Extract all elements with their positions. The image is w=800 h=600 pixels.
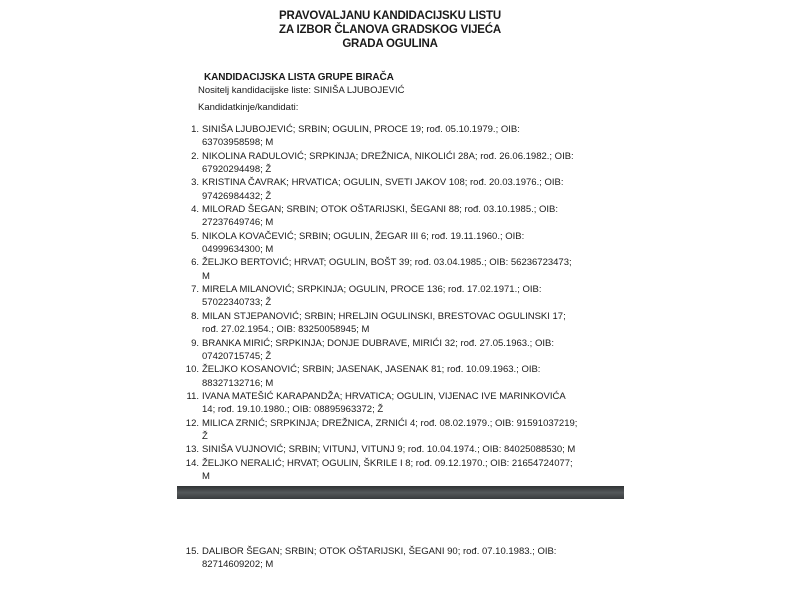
candidate-number: 4. bbox=[191, 204, 199, 216]
document-title-line-1: PRAVOVALJANU KANDIDACIJSKU LISTU bbox=[279, 10, 501, 22]
candidate-item bbox=[183, 457, 635, 484]
candidate-text: MILORAD ŠEGAN; SRBIN; OTOK OŠTARIJSKI, ŠEGANI 88; rođ. 03.10.1985.; OIB: 27237649746; M bbox=[202, 204, 559, 229]
document-title bbox=[180, 9, 600, 51]
candidate-item bbox=[183, 337, 635, 364]
candidate-number: 6. bbox=[191, 257, 199, 269]
candidate-number: 12. bbox=[185, 417, 199, 429]
candidate-number: 7. bbox=[191, 284, 199, 296]
candidates-label: Kandidatkinje/kandidati: bbox=[198, 102, 299, 113]
candidate-text: KRISTINA ČAVRAK; HRVATICA; OGULIN, SVETI JAKOV 108; rođ. 20.03.1976.; OIB: 97426984432; Ž bbox=[202, 177, 564, 202]
candidate-text: DALIBOR ŠEGAN; SRBIN; OTOK OŠTARIJSKI, ŠEGANI 90; rođ. 07.10.1983.; OIB: 82714609202; M bbox=[202, 546, 557, 571]
candidate-number: 15. bbox=[185, 546, 199, 557]
candidate-text: ŽELJKO BERTOVIĆ; HRVAT; OGULIN, BOŠT 39; rođ. 03.04.1985.; OIB: 56236723473; M bbox=[202, 257, 572, 282]
candidate-number: 10. bbox=[185, 364, 199, 376]
candidate-list bbox=[183, 123, 635, 483]
candidate-item bbox=[183, 150, 635, 177]
candidate-item bbox=[183, 230, 635, 257]
candidate-text: ŽELJKO KOSANOVIĆ; SRBIN; JASENAK, JASENAK 81; rođ. 10.09.1963.; OIB: 88327132716; M bbox=[202, 364, 541, 389]
candidate-number: 11. bbox=[186, 390, 199, 402]
candidate-number: 8. bbox=[191, 310, 199, 322]
candidate-item bbox=[183, 310, 635, 337]
candidate-list-continued bbox=[183, 545, 635, 572]
candidate-text: IVANA MATEŠIĆ KARAPANDŽA; HRVATICA; OGULIN, VIJENAC IVE MARINKOVIĆA 14; rođ. 19.10.1980.; OIB: 08895963372; Ž bbox=[202, 390, 566, 416]
candidate-item bbox=[183, 417, 635, 444]
candidate-number: 5. bbox=[191, 230, 199, 242]
candidate-item bbox=[183, 283, 635, 310]
candidate-number: 2. bbox=[191, 150, 199, 162]
candidate-number: 13. bbox=[185, 444, 199, 456]
list-holder-line: Nositelj kandidacijske liste: SINIŠA LJUBOJEVIĆ bbox=[198, 85, 405, 96]
candidate-number: 9. bbox=[191, 337, 199, 349]
separator-bar bbox=[177, 486, 624, 499]
candidate-text: BRANKA MIRIĆ; SRPKINJA; DONJE DUBRAVE, MIRIĆI 32; rođ. 27.05.1963.; OIB: 07420715745; Ž bbox=[202, 337, 554, 362]
candidate-text: MIRELA MILANOVIĆ; SRPKINJA; OGULIN, PROCE 136; rođ. 17.02.1971.; OIB: 57022340733; Ž bbox=[202, 284, 542, 309]
candidate-item bbox=[183, 176, 635, 203]
candidate-text: NIKOLA KOVAČEVIĆ; SRBIN; OGULIN, ŽEGAR III 6; rođ. 19.11.1960.; OIB: 04999634300; M bbox=[202, 230, 525, 256]
candidate-item bbox=[183, 390, 635, 417]
candidate-item bbox=[183, 123, 635, 150]
candidate-text: MILAN STJEPANOVIĆ; SRBIN; HRELJIN OGULINSKI, BRESTOVAC OGULINSKI 17; rođ. 27.02.1954.; OIB: 83250058945; M bbox=[202, 310, 566, 336]
candidate-item bbox=[183, 443, 635, 456]
candidate-text: SINIŠA LJUBOJEVIĆ; SRBIN; OGULIN, PROCE 19; rođ. 05.10.1979.; OIB: 63703958598; M bbox=[202, 124, 520, 149]
document-title-line-2: ZA IZBOR ČLANOVA GRADSKOG VIJEĆA bbox=[279, 24, 501, 36]
candidate-item bbox=[183, 203, 635, 230]
candidate-text: NIKOLINA RADULOVIĆ; SRPKINJA; DREŽNICA, NIKOLIĆI 28A; rođ. 26.06.1982.; OIB: 67920294498; Ž bbox=[202, 150, 574, 176]
candidate-item bbox=[183, 363, 635, 390]
candidate-text: SINIŠA VUJNOVIĆ; SRBIN; VITUNJ, VITUNJ 9; rođ. 10.04.1974.; OIB: 84025088530; M bbox=[202, 444, 576, 456]
document-title-line-3: GRADA OGULINA bbox=[342, 38, 438, 50]
candidate-item bbox=[183, 545, 635, 572]
candidate-item bbox=[183, 256, 635, 283]
candidate-text: ŽELJKO NERALIĆ; HRVAT; OGULIN, ŠKRILE I 8; rođ. 09.12.1970.; OIB: 21654724077; M bbox=[202, 457, 573, 482]
candidate-text: MILICA ZRNIĆ; SRPKINJA; DREŽNICA, ZRNIĆI 4; rođ. 08.02.1979.; OIB: 91591037219; Ž bbox=[202, 417, 578, 442]
candidate-number: 3. bbox=[191, 177, 199, 189]
list-group-heading: KANDIDACIJSKA LISTA GRUPE BIRAČA bbox=[204, 72, 394, 83]
candidate-number: 14. bbox=[185, 457, 199, 469]
candidate-number: 1. bbox=[191, 124, 199, 135]
